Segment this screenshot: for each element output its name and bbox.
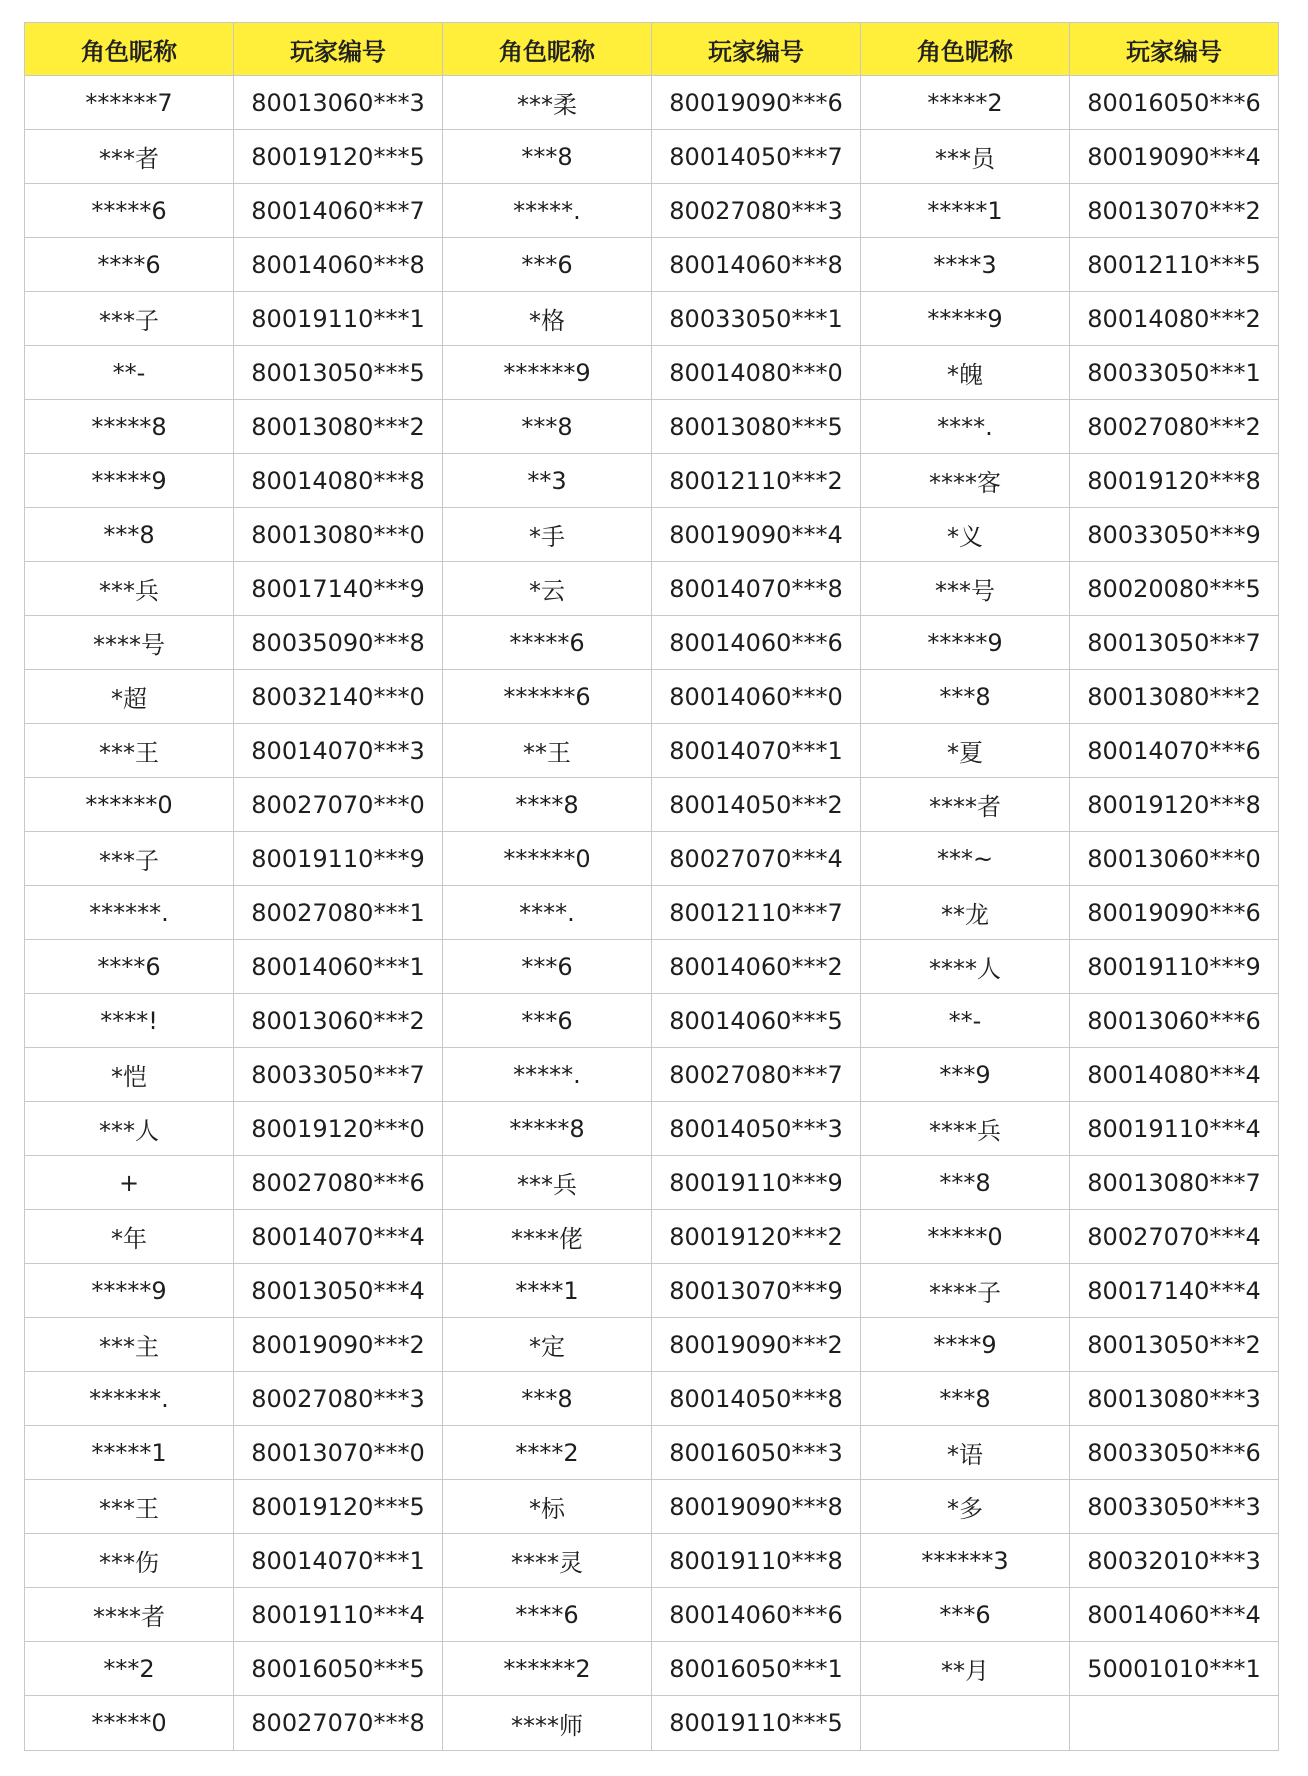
- player-id-cell: 80019110***9: [234, 832, 443, 886]
- player-table: [24, 22, 1279, 1751]
- player-id-cell: 80013080***7: [1070, 1156, 1279, 1210]
- table-row: [25, 346, 1279, 400]
- player-id-cell: 80019110***5: [652, 1696, 861, 1751]
- nickname-cell: ***6: [443, 940, 652, 994]
- nickname-cell: ***8: [861, 1372, 1070, 1426]
- nickname-cell: ***8: [861, 670, 1070, 724]
- player-id-cell: 80014060***5: [652, 994, 861, 1048]
- nickname-cell: ****1: [443, 1264, 652, 1318]
- player-id-cell: 80014060***8: [234, 238, 443, 292]
- player-id-cell: 80033050***9: [1070, 508, 1279, 562]
- player-id-cell: 80014080***8: [234, 454, 443, 508]
- nickname-cell: ******9: [443, 346, 652, 400]
- nickname-cell: ***员: [861, 130, 1070, 184]
- nickname-cell: ****6: [443, 1588, 652, 1642]
- nickname-cell: ******0: [25, 778, 234, 832]
- player-id-cell: 80017140***9: [234, 562, 443, 616]
- nickname-cell: ******6: [443, 670, 652, 724]
- nickname-cell: ******0: [443, 832, 652, 886]
- player-id-cell: 80014050***2: [652, 778, 861, 832]
- player-id-cell: 80014050***8: [652, 1372, 861, 1426]
- player-id-cell: 80019110***1: [234, 292, 443, 346]
- header-nickname: 角色昵称: [443, 23, 652, 76]
- nickname-cell: ***~: [861, 832, 1070, 886]
- player-id-cell: 80027080***1: [234, 886, 443, 940]
- player-id-cell: 80027080***3: [652, 184, 861, 238]
- table-row: [25, 454, 1279, 508]
- player-id-cell: 80014060***6: [652, 616, 861, 670]
- player-id-cell: 80016050***5: [234, 1642, 443, 1696]
- player-id-cell: 80013070***2: [1070, 184, 1279, 238]
- nickname-cell: ***主: [25, 1318, 234, 1372]
- player-id-cell: 80033050***6: [1070, 1426, 1279, 1480]
- player-id-cell: 80014070***1: [234, 1534, 443, 1588]
- table-row: [25, 1210, 1279, 1264]
- player-id-cell: 80033050***1: [652, 292, 861, 346]
- player-id-cell: 80013050***4: [234, 1264, 443, 1318]
- nickname-cell: *魄: [861, 346, 1070, 400]
- player-id-cell: 80033050***7: [234, 1048, 443, 1102]
- nickname-cell: *恺: [25, 1048, 234, 1102]
- player-id-cell: 80013070***0: [234, 1426, 443, 1480]
- nickname-cell: ****3: [861, 238, 1070, 292]
- nickname-cell: ***子: [25, 292, 234, 346]
- nickname-cell: *语: [861, 1426, 1070, 1480]
- nickname-cell: *****9: [25, 1264, 234, 1318]
- table-row: [25, 1588, 1279, 1642]
- player-id-cell: 80013080***2: [234, 400, 443, 454]
- nickname-cell: ****人: [861, 940, 1070, 994]
- player-id-cell: 80012110***2: [652, 454, 861, 508]
- nickname-cell: ***兵: [443, 1156, 652, 1210]
- nickname-cell: ******.: [25, 886, 234, 940]
- nickname-cell: ***9: [861, 1048, 1070, 1102]
- nickname-cell: *****1: [25, 1426, 234, 1480]
- table-row: [25, 130, 1279, 184]
- nickname-cell: ***者: [25, 130, 234, 184]
- table-row: [25, 1480, 1279, 1534]
- player-id-cell: 80019120***8: [1070, 454, 1279, 508]
- nickname-cell: ******7: [25, 76, 234, 130]
- player-id-cell: 80014070***6: [1070, 724, 1279, 778]
- player-id-cell: 80016050***3: [652, 1426, 861, 1480]
- nickname-cell: ***柔: [443, 76, 652, 130]
- nickname-cell: **-: [25, 346, 234, 400]
- header-nickname: 角色昵称: [861, 23, 1070, 76]
- nickname-cell: *多: [861, 1480, 1070, 1534]
- nickname-cell: +: [25, 1156, 234, 1210]
- player-id-cell: 80013080***2: [1070, 670, 1279, 724]
- nickname-cell: *****.: [443, 184, 652, 238]
- nickname-cell: *****2: [861, 76, 1070, 130]
- player-id-cell: 80019120***0: [234, 1102, 443, 1156]
- player-id-cell: 80019110***9: [652, 1156, 861, 1210]
- nickname-cell: ***8: [25, 508, 234, 562]
- player-id-cell: 80019090***4: [1070, 130, 1279, 184]
- player-id-cell: 80016050***6: [1070, 76, 1279, 130]
- nickname-cell: *****0: [861, 1210, 1070, 1264]
- table-row: [25, 400, 1279, 454]
- player-id-cell: 80013060***3: [234, 76, 443, 130]
- player-id-cell: 80019120***8: [1070, 778, 1279, 832]
- table-row: [25, 832, 1279, 886]
- player-id-cell: 80014070***1: [652, 724, 861, 778]
- nickname-cell: **王: [443, 724, 652, 778]
- nickname-cell: ****佬: [443, 1210, 652, 1264]
- player-id-cell: 80035090***8: [234, 616, 443, 670]
- nickname-cell: **龙: [861, 886, 1070, 940]
- player-id-cell: 80013050***5: [234, 346, 443, 400]
- nickname-cell: ****.: [443, 886, 652, 940]
- nickname-cell: ***6: [443, 238, 652, 292]
- player-id-cell: 80027070***0: [234, 778, 443, 832]
- nickname-cell: *云: [443, 562, 652, 616]
- player-id-cell: 80013080***5: [652, 400, 861, 454]
- player-id-cell: 80014060***8: [652, 238, 861, 292]
- player-id-cell: 80019110***4: [1070, 1102, 1279, 1156]
- player-id-cell: 80014060***0: [652, 670, 861, 724]
- nickname-cell: ***伤: [25, 1534, 234, 1588]
- table-row: [25, 1426, 1279, 1480]
- nickname-cell: ****师: [443, 1696, 652, 1751]
- table-row: [25, 994, 1279, 1048]
- player-id-cell: 80019120***2: [652, 1210, 861, 1264]
- header-nickname: 角色昵称: [25, 23, 234, 76]
- player-id-cell: 80012110***7: [652, 886, 861, 940]
- nickname-cell: ***兵: [25, 562, 234, 616]
- nickname-cell: [861, 1696, 1070, 1751]
- player-id-cell: 80019090***2: [234, 1318, 443, 1372]
- nickname-cell: ****号: [25, 616, 234, 670]
- table-row: [25, 1156, 1279, 1210]
- player-id-cell: 80014070***3: [234, 724, 443, 778]
- table-row: [25, 76, 1279, 130]
- table-row: [25, 562, 1279, 616]
- nickname-cell: ****6: [25, 238, 234, 292]
- nickname-cell: ***8: [443, 1372, 652, 1426]
- player-table-container: [24, 22, 1279, 1751]
- nickname-cell: ***人: [25, 1102, 234, 1156]
- nickname-cell: **月: [861, 1642, 1070, 1696]
- nickname-cell: ***6: [861, 1588, 1070, 1642]
- nickname-cell: *****8: [443, 1102, 652, 1156]
- player-id-cell: 80019090***6: [1070, 886, 1279, 940]
- player-id-cell: 80027070***4: [652, 832, 861, 886]
- nickname-cell: ******.: [25, 1372, 234, 1426]
- nickname-cell: ****子: [861, 1264, 1070, 1318]
- nickname-cell: ****.: [861, 400, 1070, 454]
- nickname-cell: ***8: [443, 130, 652, 184]
- nickname-cell: *标: [443, 1480, 652, 1534]
- nickname-cell: ****兵: [861, 1102, 1070, 1156]
- table-row: [25, 292, 1279, 346]
- table-row: [25, 1372, 1279, 1426]
- player-id-cell: 80014050***3: [652, 1102, 861, 1156]
- player-id-cell: 80027070***4: [1070, 1210, 1279, 1264]
- nickname-cell: ***王: [25, 1480, 234, 1534]
- nickname-cell: ******3: [861, 1534, 1070, 1588]
- player-id-cell: 80019120***5: [234, 130, 443, 184]
- player-id-cell: [1070, 1696, 1279, 1751]
- header-player-id: 玩家编号: [1070, 23, 1279, 76]
- player-id-cell: 80019120***5: [234, 1480, 443, 1534]
- nickname-cell: **3: [443, 454, 652, 508]
- nickname-cell: *****9: [861, 616, 1070, 670]
- nickname-cell: ***号: [861, 562, 1070, 616]
- table-row: [25, 940, 1279, 994]
- player-id-cell: 80027080***3: [234, 1372, 443, 1426]
- player-id-cell: 80019110***8: [652, 1534, 861, 1588]
- table-body: [25, 76, 1279, 1751]
- table-row: [25, 1048, 1279, 1102]
- player-id-cell: 80027080***6: [234, 1156, 443, 1210]
- nickname-cell: ***王: [25, 724, 234, 778]
- nickname-cell: *义: [861, 508, 1070, 562]
- nickname-cell: ****者: [861, 778, 1070, 832]
- player-id-cell: 80014070***4: [234, 1210, 443, 1264]
- nickname-cell: *格: [443, 292, 652, 346]
- player-id-cell: 80013060***2: [234, 994, 443, 1048]
- nickname-cell: ***8: [443, 400, 652, 454]
- nickname-cell: *****6: [443, 616, 652, 670]
- nickname-cell: *****0: [25, 1696, 234, 1751]
- nickname-cell: *夏: [861, 724, 1070, 778]
- nickname-cell: ***2: [25, 1642, 234, 1696]
- nickname-cell: ****!: [25, 994, 234, 1048]
- player-id-cell: 80014060***7: [234, 184, 443, 238]
- table-row: [25, 778, 1279, 832]
- player-id-cell: 80032010***3: [1070, 1534, 1279, 1588]
- player-id-cell: 80014050***7: [652, 130, 861, 184]
- nickname-cell: *****6: [25, 184, 234, 238]
- nickname-cell: *超: [25, 670, 234, 724]
- nickname-cell: ****2: [443, 1426, 652, 1480]
- nickname-cell: ***子: [25, 832, 234, 886]
- nickname-cell: **-: [861, 994, 1070, 1048]
- nickname-cell: *****9: [861, 292, 1070, 346]
- player-id-cell: 80013060***6: [1070, 994, 1279, 1048]
- nickname-cell: ****6: [25, 940, 234, 994]
- table-row: [25, 1102, 1279, 1156]
- nickname-cell: ******2: [443, 1642, 652, 1696]
- player-id-cell: 80013070***9: [652, 1264, 861, 1318]
- nickname-cell: ***8: [861, 1156, 1070, 1210]
- nickname-cell: *定: [443, 1318, 652, 1372]
- player-id-cell: 80014080***2: [1070, 292, 1279, 346]
- table-row: [25, 724, 1279, 778]
- table-row: [25, 1318, 1279, 1372]
- player-id-cell: 80013050***7: [1070, 616, 1279, 670]
- player-id-cell: 80020080***5: [1070, 562, 1279, 616]
- player-id-cell: 80014080***0: [652, 346, 861, 400]
- player-id-cell: 80032140***0: [234, 670, 443, 724]
- nickname-cell: ****9: [861, 1318, 1070, 1372]
- player-id-cell: 80027080***7: [652, 1048, 861, 1102]
- player-id-cell: 80014080***4: [1070, 1048, 1279, 1102]
- table-row: [25, 1642, 1279, 1696]
- table-row: [25, 1696, 1279, 1751]
- header-player-id: 玩家编号: [234, 23, 443, 76]
- player-id-cell: 80014070***8: [652, 562, 861, 616]
- player-id-cell: 50001010***1: [1070, 1642, 1279, 1696]
- player-id-cell: 80017140***4: [1070, 1264, 1279, 1318]
- table-row: [25, 1264, 1279, 1318]
- table-row: [25, 184, 1279, 238]
- nickname-cell: *年: [25, 1210, 234, 1264]
- player-id-cell: 80033050***1: [1070, 346, 1279, 400]
- table-row: [25, 670, 1279, 724]
- player-id-cell: 80019090***6: [652, 76, 861, 130]
- nickname-cell: ****客: [861, 454, 1070, 508]
- nickname-cell: *****.: [443, 1048, 652, 1102]
- table-row: [25, 1534, 1279, 1588]
- player-id-cell: 80012110***5: [1070, 238, 1279, 292]
- nickname-cell: ****灵: [443, 1534, 652, 1588]
- nickname-cell: *****9: [25, 454, 234, 508]
- player-id-cell: 80019110***9: [1070, 940, 1279, 994]
- table-row: [25, 886, 1279, 940]
- nickname-cell: *手: [443, 508, 652, 562]
- player-id-cell: 80019090***4: [652, 508, 861, 562]
- player-id-cell: 80013080***0: [234, 508, 443, 562]
- table-row: [25, 616, 1279, 670]
- table-row: [25, 238, 1279, 292]
- player-id-cell: 80033050***3: [1070, 1480, 1279, 1534]
- nickname-cell: ****8: [443, 778, 652, 832]
- player-id-cell: 80016050***1: [652, 1642, 861, 1696]
- player-id-cell: 80027070***8: [234, 1696, 443, 1751]
- player-id-cell: 80014060***6: [652, 1588, 861, 1642]
- player-id-cell: 80019090***8: [652, 1480, 861, 1534]
- player-id-cell: 80013050***2: [1070, 1318, 1279, 1372]
- player-id-cell: 80019110***4: [234, 1588, 443, 1642]
- nickname-cell: ****者: [25, 1588, 234, 1642]
- player-id-cell: 80013080***3: [1070, 1372, 1279, 1426]
- player-id-cell: 80014060***2: [652, 940, 861, 994]
- player-id-cell: 80019090***2: [652, 1318, 861, 1372]
- nickname-cell: *****1: [861, 184, 1070, 238]
- player-id-cell: 80014060***4: [1070, 1588, 1279, 1642]
- player-id-cell: 80014060***1: [234, 940, 443, 994]
- nickname-cell: *****8: [25, 400, 234, 454]
- header-player-id: 玩家编号: [652, 23, 861, 76]
- table-row: [25, 508, 1279, 562]
- nickname-cell: ***6: [443, 994, 652, 1048]
- player-id-cell: 80027080***2: [1070, 400, 1279, 454]
- player-id-cell: 80013060***0: [1070, 832, 1279, 886]
- header-row: [25, 23, 1279, 76]
